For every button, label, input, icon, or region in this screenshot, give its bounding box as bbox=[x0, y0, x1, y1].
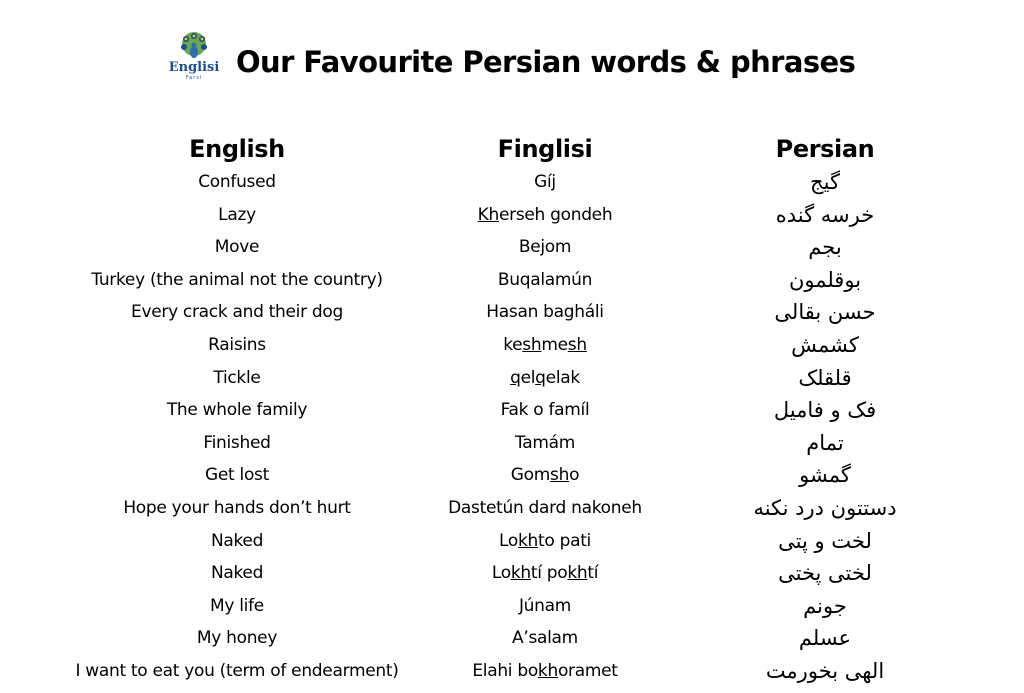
finglisi-word bbox=[405, 362, 685, 395]
finglisi-segment: Tamám bbox=[514, 432, 576, 453]
english-word: Every crack and their dog bbox=[131, 302, 343, 323]
underlined-sound: kh bbox=[510, 563, 531, 584]
english-word: I want to eat you (term of endearment) bbox=[75, 660, 399, 681]
finglisi-segment: Dastetún dard nakoneh bbox=[448, 497, 642, 518]
persian-word: عسلم bbox=[798, 626, 852, 651]
finglisi-word bbox=[405, 296, 685, 329]
finglisi-word bbox=[405, 231, 685, 264]
persian-column bbox=[695, 132, 955, 688]
finglisi-segment: Elahi bo bbox=[472, 660, 538, 681]
underlined-sound: kh bbox=[517, 530, 539, 551]
persian-word: گیج bbox=[810, 170, 840, 194]
persian-word: گمشو bbox=[799, 463, 851, 488]
logo-brand-text: Englisi bbox=[168, 60, 220, 75]
persian-header: Persian bbox=[775, 135, 875, 163]
finglisi-segment: Bejom bbox=[518, 237, 572, 258]
persian-word: لخت و پتی bbox=[778, 528, 872, 553]
persian-word: بجم bbox=[808, 235, 842, 260]
underlined-sound: q bbox=[535, 367, 546, 388]
finglisi-segment: to pati bbox=[538, 530, 591, 551]
finglisi-word bbox=[405, 166, 685, 199]
finglisi-word bbox=[405, 427, 685, 460]
english-word: Confused bbox=[198, 172, 276, 192]
underlined-sound: sh bbox=[567, 334, 587, 355]
english-word: Finished bbox=[203, 432, 271, 453]
finglisi-segment: Gíj bbox=[534, 172, 556, 192]
finglisi-segment: Lo bbox=[499, 530, 518, 551]
english-header: English bbox=[189, 135, 285, 163]
finglisi-word bbox=[405, 655, 685, 688]
english-word: Naked bbox=[210, 563, 264, 584]
finglisi-segment: ke bbox=[503, 334, 523, 355]
finglisi-header: Finglisi bbox=[497, 135, 593, 163]
english-word: Turkey (the animal not the country) bbox=[91, 269, 383, 290]
persian-word: حسن بقالی bbox=[774, 300, 876, 325]
persian-word: لختی پختی bbox=[778, 561, 872, 586]
english-word: Get lost bbox=[205, 465, 269, 486]
underlined-sound: kh bbox=[537, 660, 558, 681]
english-column bbox=[57, 132, 417, 688]
english-word: Hope your hands don’t hurt bbox=[123, 497, 351, 518]
persian-word: کشمش bbox=[791, 332, 859, 357]
english-word: Naked bbox=[210, 530, 264, 551]
finglisi-word bbox=[405, 264, 685, 297]
finglisi-word bbox=[405, 622, 685, 655]
finglisi-word bbox=[405, 525, 685, 558]
persian-word: قلقلک bbox=[798, 365, 852, 390]
finglisi-word bbox=[405, 459, 685, 492]
finglisi-word bbox=[405, 329, 685, 362]
english-word: My honey bbox=[196, 628, 278, 649]
finglisi-word bbox=[405, 492, 685, 525]
finglisi-segment: tí po bbox=[530, 563, 568, 584]
peacock-icon bbox=[166, 30, 222, 64]
finglisi-word bbox=[405, 590, 685, 623]
finglisi-segment: oramet bbox=[557, 660, 618, 681]
english-word: Lazy bbox=[218, 204, 256, 225]
finglisi-segment: Júnam bbox=[518, 595, 572, 616]
english-word: The whole family bbox=[166, 400, 308, 421]
persian-word: الهی بخورمت bbox=[765, 658, 885, 683]
finglisi-segment: el bbox=[520, 367, 536, 388]
underlined-sound: kh bbox=[567, 563, 588, 584]
english-word: Move bbox=[214, 237, 260, 258]
persian-word: بوقلمون bbox=[788, 267, 862, 292]
english-word: My life bbox=[210, 595, 264, 616]
underlined-sound: sh bbox=[522, 334, 542, 355]
persian-word: دستتون درد نکنه bbox=[753, 495, 897, 520]
finglisi-segment: Lo bbox=[491, 563, 511, 584]
persian-word: تمام bbox=[806, 430, 844, 455]
persian-word: فک و فامیل bbox=[773, 398, 877, 423]
persian-word: خرسه گنده bbox=[775, 202, 875, 227]
logo-sub-text: Farsi bbox=[185, 75, 203, 81]
finglisi-segment: erseh gondeh bbox=[498, 204, 613, 225]
page-title: Our Favourite Persian words & phrases bbox=[236, 45, 856, 79]
underlined-sound: q bbox=[510, 367, 521, 388]
finglisi-column bbox=[405, 132, 685, 688]
finglisi-segment: me bbox=[541, 334, 568, 355]
finglisi-word bbox=[405, 199, 685, 232]
finglisi-segment: Gom bbox=[510, 465, 551, 486]
persian-word: جونم bbox=[803, 593, 847, 618]
finglisi-word bbox=[405, 557, 685, 590]
finglisi-segment: tí bbox=[587, 563, 599, 584]
finglisi-segment: Buqalamún bbox=[497, 269, 593, 290]
english-word: Raisins bbox=[208, 334, 266, 355]
underlined-sound: Kh bbox=[477, 204, 499, 225]
finglisi-segment: Hasan bagháli bbox=[486, 302, 604, 323]
finglisi-segment: o bbox=[569, 465, 580, 486]
finglisi-segment: A’salam bbox=[512, 628, 578, 649]
english-word: Tickle bbox=[213, 367, 261, 388]
finglisi-segment: elak bbox=[545, 367, 580, 388]
englisi-logo bbox=[166, 30, 222, 82]
underlined-sound: sh bbox=[550, 465, 570, 486]
finglisi-word bbox=[405, 394, 685, 427]
finglisi-segment: Fak o famíl bbox=[500, 400, 590, 421]
